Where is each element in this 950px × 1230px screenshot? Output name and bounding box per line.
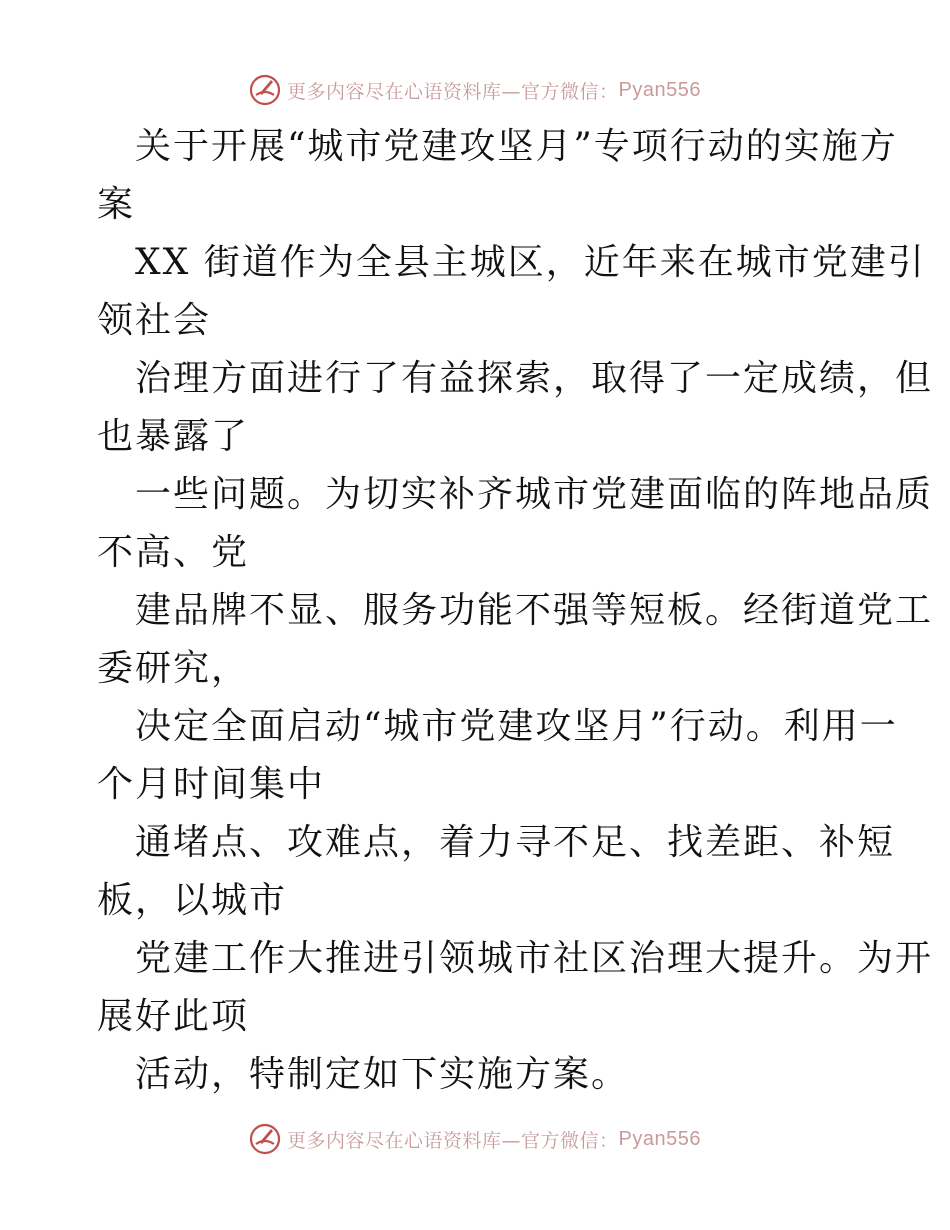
text-line: 治理方面进行了有益探索，取得了一定成绩，但: [135, 358, 934, 399]
text-line: 一些问题。为切实补齐城市党建面临的阵地品质: [135, 474, 934, 515]
text-line: 个月时间集中: [97, 764, 326, 805]
paragraph: [97, 234, 926, 350]
text-line: 党建工作大推进引领城市社区治理大提升。为开: [135, 938, 934, 979]
paragraph: [97, 1046, 857, 1104]
text-line: 活动，特制定如下实施方案。: [135, 1054, 630, 1095]
paragraph: [97, 698, 898, 814]
watermark-wechat-id: Pyan556: [618, 78, 701, 101]
watermark-text: 更多内容尽在心语资料库—官方微信：: [287, 1129, 619, 1152]
paragraph: [97, 582, 934, 698]
document-title: [97, 118, 898, 234]
text-line: 决定全面启动“城市党建攻坚月”行动。利用一: [135, 706, 898, 747]
paragraph: [97, 814, 896, 930]
text-line: 委研究，: [97, 648, 250, 689]
text-line: 案: [97, 184, 136, 225]
watermark-wechat-id: Pyan556: [618, 1127, 701, 1150]
footer-watermark: [0, 1119, 950, 1159]
paragraph: [97, 350, 934, 466]
text-line: 通堵点、攻难点，着力寻不足、找差距、补短: [135, 822, 896, 863]
text-line: 建品牌不显、服务功能不强等短板。经街道党工: [135, 590, 934, 631]
text-line: XX 街道作为全县主城区，近年来在城市党建引: [135, 242, 926, 283]
paragraph: [97, 930, 934, 1046]
text-line: 领社会: [97, 300, 212, 341]
header-watermark: [0, 70, 950, 110]
book-quill-icon: [249, 74, 281, 106]
watermark-text: 更多内容尽在心语资料库—官方微信：: [287, 80, 619, 103]
text-line: 也暴露了: [97, 416, 250, 457]
text-line: 板，以城市: [97, 880, 288, 921]
paragraph: [97, 466, 934, 582]
book-quill-icon: [249, 1123, 281, 1155]
text-line: 不高、党: [97, 532, 250, 573]
document-body: [97, 118, 934, 1104]
text-line: 关于开展“城市党建攻坚月”专项行动的实施方: [135, 126, 898, 167]
text-line: 展好此项: [97, 996, 250, 1037]
